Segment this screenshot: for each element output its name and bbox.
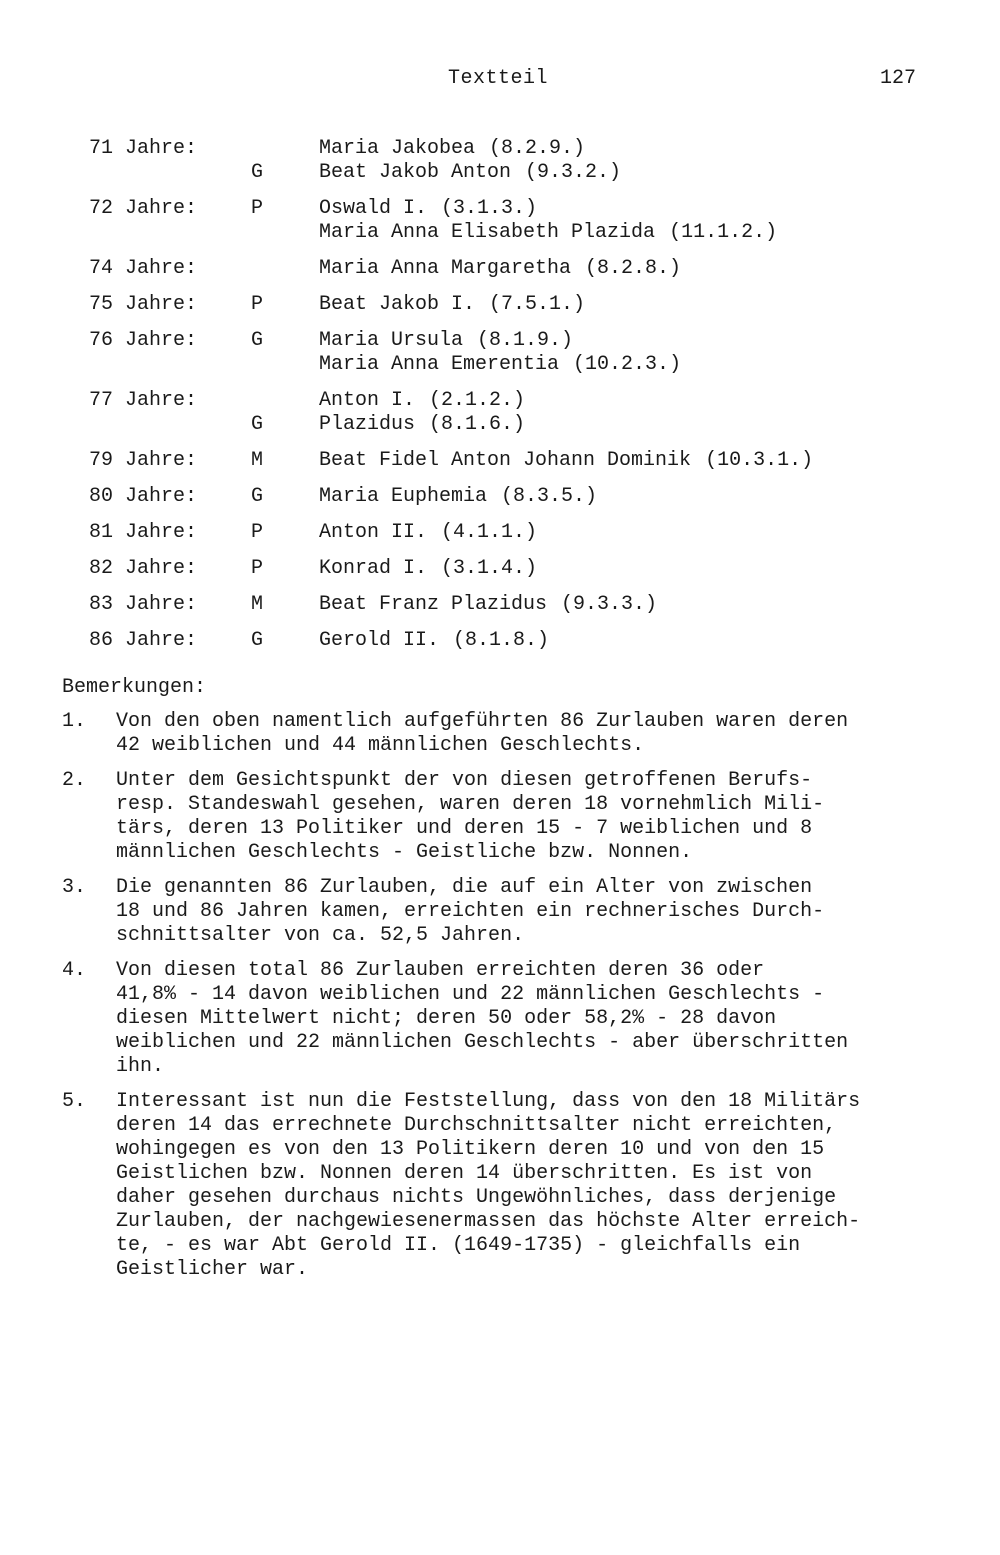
age-entry-line — [0, 449, 1000, 473]
person-name-wrapper — [319, 413, 525, 437]
age-label: 83 Jahre: — [89, 593, 198, 616]
age-entry — [0, 557, 1000, 581]
genealogy-reference: (8.1.8.) — [453, 629, 550, 652]
person-name: Beat Jakob Anton — [319, 161, 512, 184]
age-entry — [0, 485, 1000, 509]
person-name-wrapper — [319, 593, 657, 617]
page-number: 127 — [880, 67, 917, 90]
person-name-wrapper — [319, 161, 621, 185]
age-entry-line — [0, 485, 1000, 509]
person-name: Maria Ursula — [319, 329, 464, 352]
age-label: 74 Jahre: — [89, 257, 198, 280]
genealogy-reference: (3.1.3.) — [441, 197, 538, 220]
age-list — [0, 137, 1000, 653]
person-name: Maria Euphemia — [319, 485, 488, 508]
person-name-wrapper — [319, 221, 777, 245]
person-name: Maria Anna Elisabeth Plazida — [319, 221, 656, 244]
person-name: Maria Jakobea — [319, 137, 476, 160]
person-name: Beat Franz Plazidus — [319, 593, 548, 616]
genealogy-reference: (8.2.8.) — [585, 257, 682, 280]
age-entry-line — [0, 197, 1000, 221]
age-entry-line — [0, 557, 1000, 581]
person-name: Beat Fidel Anton Johann Dominik — [319, 449, 692, 472]
age-label: 86 Jahre: — [89, 629, 198, 652]
occupation-code: G — [251, 485, 264, 508]
genealogy-reference: (7.5.1.) — [489, 293, 586, 316]
remark-item — [0, 769, 1000, 865]
age-entry — [0, 521, 1000, 545]
age-entry — [0, 197, 1000, 245]
genealogy-reference: (10.2.3.) — [573, 353, 682, 376]
occupation-code: G — [251, 629, 264, 652]
genealogy-reference: (8.3.5.) — [501, 485, 598, 508]
age-entry-line — [0, 593, 1000, 617]
remark-number: 2. — [62, 769, 87, 792]
occupation-code: G — [251, 161, 264, 184]
remark-item — [0, 959, 1000, 1079]
occupation-code: M — [251, 593, 264, 616]
age-entry — [0, 293, 1000, 317]
person-name: Konrad I. — [319, 557, 428, 580]
age-label: 71 Jahre: — [89, 137, 198, 160]
person-name-wrapper — [319, 293, 585, 317]
genealogy-reference: (9.3.2.) — [525, 161, 622, 184]
age-label: 80 Jahre: — [89, 485, 198, 508]
age-label: 75 Jahre: — [89, 293, 198, 316]
remark-text: Von diesen total 86 Zurlauben erreichten deren 36 oder 41,8% - 14 davon weiblichen und 22 männlichen Geschlechts - diesen Mittelwert nicht; deren 50 oder 58,2% - 28 davon weiblichen und 22 männlichen Geschlechts - aber überschritten ihn. — [116, 959, 849, 1078]
person-name-wrapper — [319, 353, 681, 377]
person-name-wrapper — [319, 449, 813, 473]
person-name-wrapper — [319, 557, 537, 581]
person-name: Beat Jakob I. — [319, 293, 476, 316]
age-entry-line — [0, 329, 1000, 353]
person-name-wrapper — [319, 629, 549, 653]
running-header-title: Textteil — [448, 67, 549, 90]
remark-text: Unter dem Gesichtspunkt der von diesen getroffenen Berufs- resp. Standeswahl gesehen, waren deren 18 vornehmlich Mili- tärs, deren 13 Politiker und deren 15 - 7 weiblichen und 8 männlichen Geschlechts - Geistliche bzw. Nonnen. — [116, 769, 825, 864]
person-name-wrapper — [319, 485, 597, 509]
genealogy-reference: (3.1.4.) — [441, 557, 538, 580]
age-entry-line — [0, 413, 1000, 437]
age-entry — [0, 137, 1000, 185]
genealogy-reference: (2.1.2.) — [429, 389, 526, 412]
age-entry-line — [0, 629, 1000, 653]
occupation-code: P — [251, 197, 264, 220]
remark-number: 3. — [62, 876, 87, 899]
person-name: Maria Anna Margaretha — [319, 257, 572, 280]
remark-text: Interessant ist nun die Feststellung, dass von den 18 Militärs deren 14 das errechnete Durchschnittsalter nicht erreichten, wohingegen es von den 13 Politikern deren 10 und von den 15 Geistlichen bzw. Nonnen deren 14 überschritten. Es ist von daher gesehen durchaus nichts Ungewöhnliches, dass derjenige Zurlauben, der nachgewiesenermassen das höchste Alter erreich- te, - es war Abt Gerold II. (1649-1735) - gleichfalls ein Geistlicher war. — [116, 1090, 861, 1281]
person-name: Maria Anna Emerentia — [319, 353, 560, 376]
age-label: 79 Jahre: — [89, 449, 198, 472]
person-name-wrapper — [319, 521, 537, 545]
person-name: Gerold II. — [319, 629, 440, 652]
age-entry-line — [0, 521, 1000, 545]
occupation-code: P — [251, 293, 264, 316]
genealogy-reference: (4.1.1.) — [441, 521, 538, 544]
genealogy-reference: (8.1.6.) — [429, 413, 526, 436]
person-name-wrapper — [319, 137, 585, 161]
person-name: Anton I. — [319, 389, 416, 412]
age-entry — [0, 449, 1000, 473]
remark-item — [0, 876, 1000, 948]
age-label: 81 Jahre: — [89, 521, 198, 544]
age-label: 82 Jahre: — [89, 557, 198, 580]
genealogy-reference: (11.1.2.) — [669, 221, 778, 244]
remarks-heading: Bemerkungen: — [62, 676, 207, 699]
age-entry-line — [0, 221, 1000, 245]
person-name-wrapper — [319, 389, 525, 413]
age-entry-line — [0, 137, 1000, 161]
person-name-wrapper — [319, 197, 537, 221]
remark-item — [0, 1090, 1000, 1282]
occupation-code: G — [251, 413, 264, 436]
age-entry-line — [0, 353, 1000, 377]
age-entry-line — [0, 293, 1000, 317]
person-name-wrapper — [319, 257, 681, 281]
person-name-wrapper — [319, 329, 573, 353]
age-label: 76 Jahre: — [89, 329, 198, 352]
genealogy-reference: (9.3.3.) — [561, 593, 658, 616]
remark-number: 5. — [62, 1090, 87, 1113]
age-label: 72 Jahre: — [89, 197, 198, 220]
age-entry — [0, 257, 1000, 281]
occupation-code: P — [251, 521, 264, 544]
genealogy-reference: (8.2.9.) — [489, 137, 586, 160]
remark-item — [0, 710, 1000, 758]
genealogy-reference: (10.3.1.) — [705, 449, 814, 472]
genealogy-reference: (8.1.9.) — [477, 329, 574, 352]
remarks-list — [0, 710, 1000, 1293]
person-name: Anton II. — [319, 521, 428, 544]
age-entry — [0, 389, 1000, 437]
occupation-code: M — [251, 449, 264, 472]
age-entry-line — [0, 389, 1000, 413]
remark-text: Die genannten 86 Zurlauben, die auf ein Alter von zwischen 18 und 86 Jahren kamen, erreichten ein rechnerisches Durch- schnittsalter von ca. 52,5 Jahren. — [116, 876, 825, 947]
remark-text: Von den oben namentlich aufgeführten 86 Zurlauben waren deren 42 weiblichen und 44 männlichen Geschlechts. — [116, 710, 849, 757]
age-entry — [0, 329, 1000, 377]
age-entry — [0, 593, 1000, 617]
person-name: Oswald I. — [319, 197, 428, 220]
person-name: Plazidus — [319, 413, 416, 436]
age-label: 77 Jahre: — [89, 389, 198, 412]
remark-number: 4. — [62, 959, 87, 982]
age-entry-line — [0, 257, 1000, 281]
occupation-code: P — [251, 557, 264, 580]
occupation-code: G — [251, 329, 264, 352]
age-entry — [0, 629, 1000, 653]
age-entry-line — [0, 161, 1000, 185]
remark-number: 1. — [62, 710, 87, 733]
